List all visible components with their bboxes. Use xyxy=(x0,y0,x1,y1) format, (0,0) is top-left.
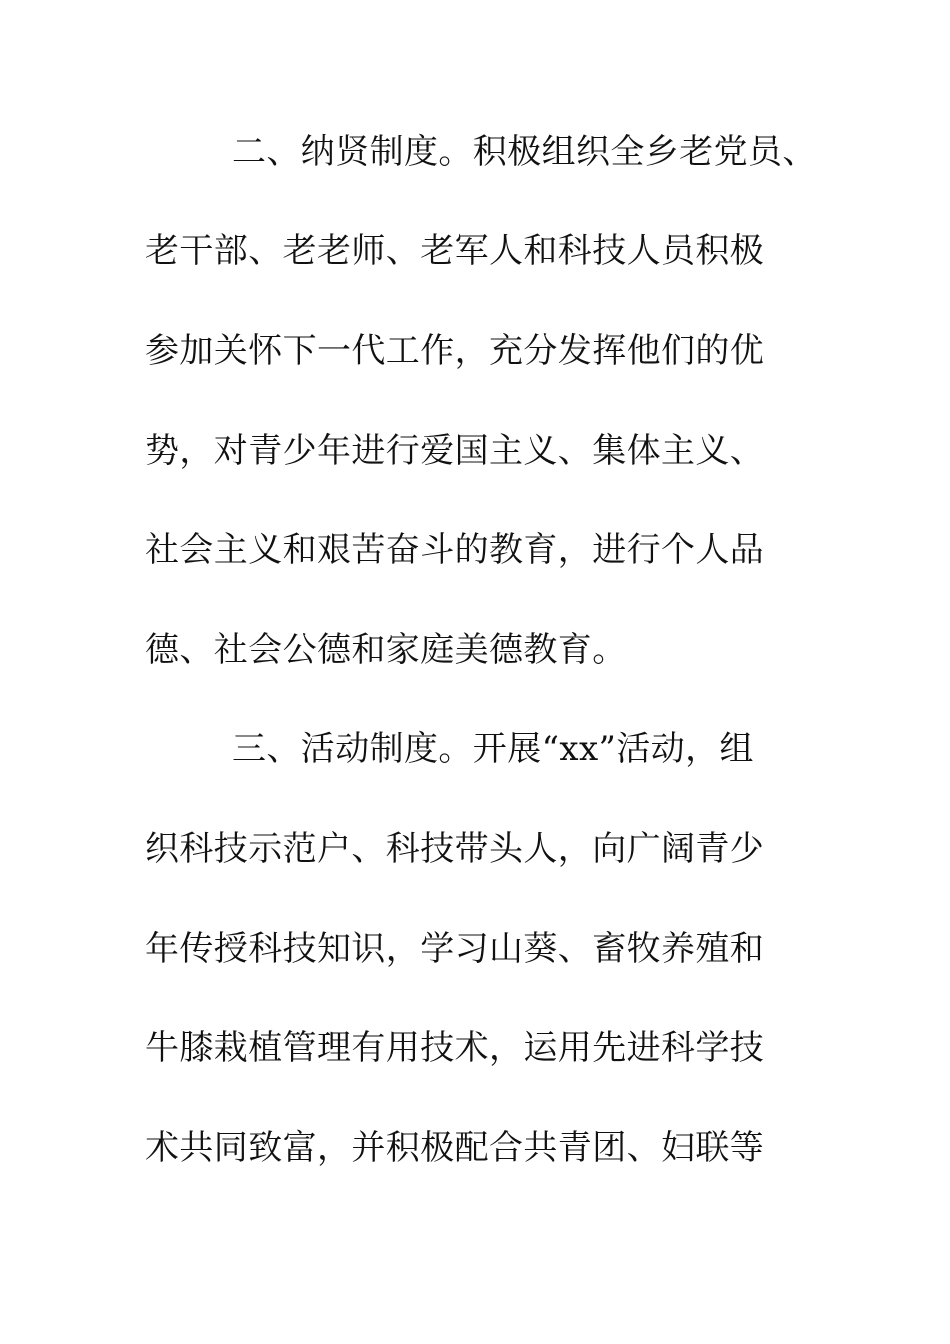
paragraph-3-line-3: 年传授科技知识，学习山葵、畜牧养殖和 xyxy=(145,929,765,969)
paragraph-2-line-2: 老干部、老老师、老军人和科技人员积极 xyxy=(145,231,765,271)
paragraph-3-line-5: 术共同致富，并积极配合共青团、妇联等 xyxy=(145,1128,765,1168)
paragraph-2-line-3: 参加关怀下一代工作，充分发挥他们的优 xyxy=(145,331,765,371)
paragraph-2-line-5: 社会主义和艰苦奋斗的教育，进行个人品 xyxy=(145,530,765,570)
paragraph-3-line-1: 三、活动制度。开展“xx”活动，组 xyxy=(232,729,754,769)
paragraph-2-line-6: 德、社会公德和家庭美德教育。 xyxy=(145,630,627,670)
paragraph-2-line-4: 势，对青少年进行爱国主义、集体主义、 xyxy=(145,431,765,471)
paragraph-3-line-4: 牛膝栽植管理有用技术，运用先进科学技 xyxy=(145,1028,765,1068)
paragraph-3-line-2: 织科技示范户、科技带头人，向广阔青少 xyxy=(145,829,765,869)
paragraph-2-line-1: 二、纳贤制度。积极组织全乡老党员、 xyxy=(232,132,817,172)
